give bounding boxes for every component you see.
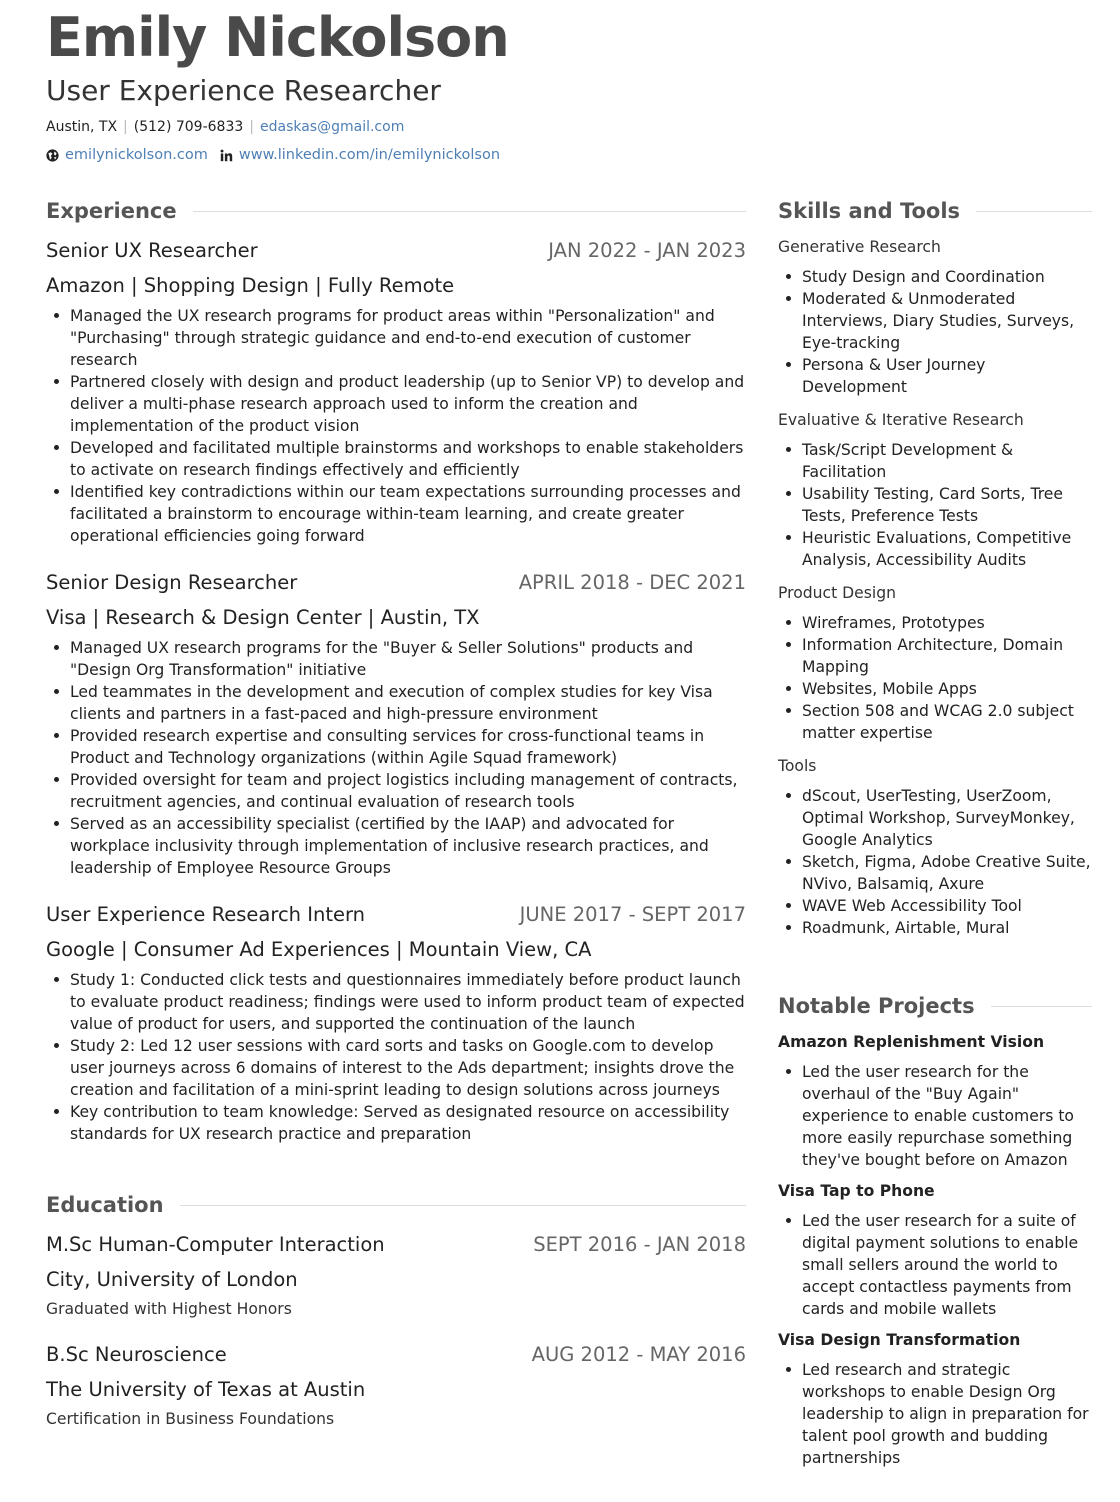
skill-list	[778, 612, 1092, 744]
job-dates: JUNE 2017 - SEPT 2017	[519, 903, 746, 926]
list-item: dScout, UserTesting, UserZoom, Optimal Workshop, SurveyMonkey, Google Analytics	[778, 785, 1092, 851]
degree-dates: SEPT 2016 - JAN 2018	[533, 1233, 746, 1256]
list-item: Section 508 and WCAG 2.0 subject matter expertise	[778, 700, 1092, 744]
profile-links	[46, 147, 500, 163]
list-item: Led teammates in the development and execution of complex studies for key Visa clients and partners in a fast-paced and high-pressure environment	[46, 681, 746, 725]
list-item: Roadmunk, Airtable, Mural	[778, 917, 1092, 939]
job-title: Senior Design Researcher	[46, 571, 298, 594]
education-note: Graduated with Highest Honors	[46, 1300, 292, 1318]
education-entry	[46, 1343, 746, 1431]
experience-header	[46, 196, 746, 226]
job-organization: Visa | Research & Design Center | Austin, TX	[46, 606, 480, 629]
globe-icon	[46, 149, 59, 162]
school-name: City, University of London	[46, 1268, 298, 1291]
section-divider	[193, 211, 746, 212]
job-bullets	[46, 969, 746, 1145]
contact-separator: |	[249, 119, 254, 135]
list-item: Information Architecture, Domain Mapping	[778, 634, 1092, 678]
degree-title: M.Sc Human-Computer Interaction	[46, 1233, 385, 1256]
list-item: Study Design and Coordination	[778, 266, 1092, 288]
project-title: Visa Tap to Phone	[778, 1182, 935, 1200]
side-column	[778, 196, 1092, 1469]
job-title: Senior UX Researcher	[46, 239, 258, 262]
list-item: Task/Script Development & Facilitation	[778, 439, 1092, 483]
list-item: Led the user research for the overhaul of the "Buy Again" experience to enable customers to more easily repurchase something they've bought before on Amazon	[778, 1061, 1092, 1171]
list-item: Led the user research for a suite of digital payment solutions to enable small sellers around the world to accept contactless payments from cards and mobile wallets	[778, 1210, 1092, 1320]
linkedin-icon	[220, 149, 233, 162]
section-divider	[991, 1006, 1092, 1007]
list-item: Led research and strategic workshops to enable Design Org leadership to align in preparation for talent pool growth and budding partnerships	[778, 1359, 1092, 1469]
website-link[interactable]: emilynickolson.com	[65, 147, 208, 163]
list-item: Moderated & Unmoderated Interviews, Diary Studies, Surveys, Eye-tracking	[778, 288, 1092, 354]
skill-list	[778, 266, 1092, 398]
project-bullets	[778, 1210, 1092, 1320]
list-item: Wireframes, Prototypes	[778, 612, 1092, 634]
education-entry	[46, 1233, 746, 1321]
main-column	[46, 196, 746, 1431]
skill-category: Product Design	[778, 584, 897, 602]
list-item: Heuristic Evaluations, Competitive Analysis, Accessibility Audits	[778, 527, 1092, 571]
degree-dates: AUG 2012 - MAY 2016	[531, 1343, 746, 1366]
section-divider	[180, 1205, 746, 1206]
degree-title: B.Sc Neuroscience	[46, 1343, 227, 1366]
list-item: Partnered closely with design and product leadership (up to Senior VP) to develop and deliver a multi-phase research approach used to inform the creation and implementation of the product vision	[46, 371, 746, 437]
skill-category: Evaluative & Iterative Research	[778, 411, 1024, 429]
job-entry	[46, 571, 746, 879]
location-text: Austin, TX	[46, 119, 118, 135]
school-name: The University of Texas at Austin	[46, 1378, 366, 1401]
job-dates: APRIL 2018 - DEC 2021	[518, 571, 746, 594]
skill-category: Generative Research	[778, 238, 941, 256]
list-item: Websites, Mobile Apps	[778, 678, 1092, 700]
skills-heading: Skills and Tools	[778, 199, 961, 223]
skills-header	[778, 196, 1092, 226]
projects-header	[778, 991, 1092, 1021]
list-item: Persona & User Journey Development	[778, 354, 1092, 398]
section-divider	[976, 211, 1092, 212]
candidate-headline: User Experience Researcher	[46, 74, 441, 107]
list-item: Managed the UX research programs for product areas within "Personalization" and "Purchasing" through strategic guidance and end-to-end execution of customer research	[46, 305, 746, 371]
list-item: Sketch, Figma, Adobe Creative Suite, NVivo, Balsamiq, Axure	[778, 851, 1092, 895]
project-title: Visa Design Transformation	[778, 1331, 1021, 1349]
list-item: Served as an accessibility specialist (certified by the IAAP) and advocated for workplace inclusivity through implementation of inclusive research practices, and leadership of Employee Resource Groups	[46, 813, 746, 879]
linkedin-link[interactable]: www.linkedin.com/in/emilynickolson	[238, 147, 501, 163]
education-heading: Education	[46, 1193, 164, 1217]
list-item: Key contribution to team knowledge: Served as designated resource on accessibility standards for UX research practice and preparation	[46, 1101, 746, 1145]
skill-list	[778, 439, 1092, 571]
job-title: User Experience Research Intern	[46, 903, 366, 926]
skill-list	[778, 785, 1092, 939]
skill-category: Tools	[778, 757, 817, 775]
list-item: WAVE Web Accessibility Tool	[778, 895, 1092, 917]
job-entry	[46, 239, 746, 547]
job-bullets	[46, 305, 746, 547]
education-note: Certification in Business Foundations	[46, 1410, 335, 1428]
list-item: Usability Testing, Card Sorts, Tree Tests, Preference Tests	[778, 483, 1092, 527]
project-bullets	[778, 1359, 1092, 1469]
phone-text: (512) 709-6833	[133, 119, 244, 135]
education-header	[46, 1190, 746, 1220]
list-item: Study 2: Led 12 user sessions with card sorts and tasks on Google.com to develop user journeys across 6 domains of interest to the Ads department; insights drove the creation and facilitation of a mini-sprint leading to design solutions across journeys	[46, 1035, 746, 1101]
list-item: Identified key contradictions within our team expectations surrounding processes and facilitated a brainstorm to encourage within-team learning, and create greater operational efficiencies going forward	[46, 481, 746, 547]
contact-separator: |	[123, 119, 128, 135]
job-dates: JAN 2022 - JAN 2023	[548, 239, 746, 262]
list-item: Study 1: Conducted click tests and questionnaires immediately before product launch to evaluate product readiness; findings were used to inform product team of expected value of product for users, and supported the continuation of the launch	[46, 969, 746, 1035]
project-title: Amazon Replenishment Vision	[778, 1033, 1045, 1051]
list-item: Developed and facilitated multiple brainstorms and workshops to enable stakeholders to activate on research findings effectively and efficiently	[46, 437, 746, 481]
list-item: Provided oversight for team and project logistics including management of contracts, recruitment agencies, and continual evaluation of research tools	[46, 769, 746, 813]
list-item: Provided research expertise and consulting services for cross-functional teams in Product and Technology organizations (within Agile Squad framework)	[46, 725, 746, 769]
candidate-name: Emily Nickolson	[46, 6, 509, 69]
job-bullets	[46, 637, 746, 879]
job-entry	[46, 903, 746, 1145]
contact-line	[46, 119, 404, 135]
job-organization: Amazon | Shopping Design | Fully Remote	[46, 274, 455, 297]
email-link[interactable]: edaskas@gmail.com	[259, 119, 405, 135]
experience-heading: Experience	[46, 199, 177, 223]
project-bullets	[778, 1061, 1092, 1171]
list-item: Managed UX research programs for the "Buyer & Seller Solutions" products and "Design Org Transformation" initiative	[46, 637, 746, 681]
job-organization: Google | Consumer Ad Experiences | Mountain View, CA	[46, 938, 592, 961]
projects-heading: Notable Projects	[778, 994, 975, 1018]
